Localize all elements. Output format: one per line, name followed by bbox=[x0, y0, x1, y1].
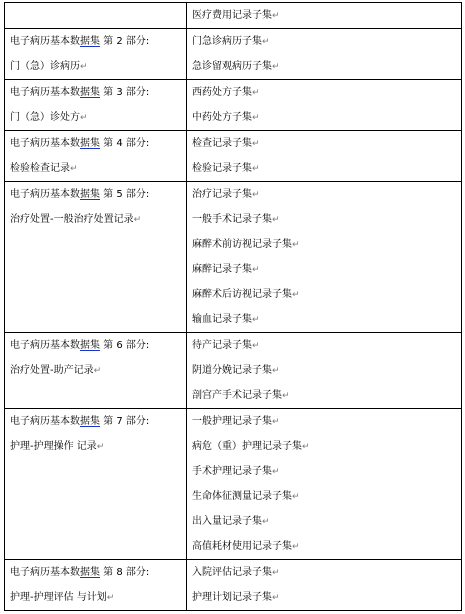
cell-text: 护理-护理评估 与计划 bbox=[10, 592, 107, 603]
subset-line bbox=[187, 105, 461, 130]
paragraph-mark-icon: ↵ bbox=[292, 542, 300, 552]
subset-name: 医疗费用记录子集 bbox=[192, 10, 272, 21]
subset-line bbox=[187, 282, 461, 307]
underlined-keyword: 据集 bbox=[80, 36, 100, 47]
underlined-keyword: 据集 bbox=[80, 138, 100, 149]
subset-line bbox=[187, 232, 461, 257]
cell-text: 检验检查记录 bbox=[10, 163, 70, 174]
cell-line bbox=[5, 54, 186, 79]
paragraph-mark-icon: ↵ bbox=[262, 37, 270, 47]
paragraph-mark-icon: ↵ bbox=[70, 164, 78, 174]
paragraph-mark-icon: ↵ bbox=[252, 265, 260, 275]
underlined-keyword: 据集 bbox=[80, 340, 100, 351]
cell-text: 第 2 部分: bbox=[100, 36, 150, 47]
table-row bbox=[5, 80, 462, 131]
paragraph-mark-icon: ↵ bbox=[282, 391, 290, 401]
cell-text: 第 7 部分: bbox=[100, 416, 150, 427]
subset-line bbox=[187, 585, 461, 610]
paragraph-mark-icon: ↵ bbox=[96, 442, 105, 452]
cell-line bbox=[5, 80, 186, 105]
standard-part-cell bbox=[5, 182, 187, 333]
subset-name: 手术护理记录子集 bbox=[192, 466, 272, 477]
subset-line bbox=[187, 54, 461, 79]
subset-name: 高值耗材使用记录子集 bbox=[192, 541, 292, 552]
subset-name: 生命体征测量记录子集 bbox=[192, 491, 292, 502]
paragraph-mark-icon: ↵ bbox=[272, 467, 280, 477]
subset-line bbox=[187, 182, 461, 207]
cell-line bbox=[5, 105, 186, 130]
paragraph-mark-icon: ↵ bbox=[262, 517, 270, 527]
cell-line bbox=[5, 29, 186, 54]
subset-line bbox=[187, 156, 461, 181]
cell-text: 电子病历基本数 bbox=[10, 340, 80, 351]
subset-line bbox=[187, 409, 461, 434]
cell-line bbox=[5, 434, 186, 459]
subset-line bbox=[187, 131, 461, 156]
subset-name: 护理计划记录子集 bbox=[192, 592, 272, 603]
subset-name: 中药处方子集 bbox=[192, 112, 252, 123]
subset-line bbox=[187, 333, 461, 358]
cell-text: 电子病历基本数 bbox=[10, 138, 80, 149]
table-body bbox=[5, 3, 462, 611]
subset-cell bbox=[187, 182, 462, 333]
subset-name: 一般护理记录子集 bbox=[192, 416, 272, 427]
table-row bbox=[5, 333, 462, 409]
paragraph-mark-icon: ↵ bbox=[272, 593, 280, 603]
cell-line bbox=[5, 409, 186, 434]
subset-cell bbox=[187, 560, 462, 611]
cell-text: 第 4 部分: bbox=[100, 138, 150, 149]
subset-cell bbox=[187, 409, 462, 560]
cell-line bbox=[5, 333, 186, 358]
cell-text: 电子病历基本数 bbox=[10, 87, 80, 98]
cell-line bbox=[5, 131, 186, 156]
subset-name: 入院评估记录子集 bbox=[192, 567, 272, 578]
subset-line bbox=[187, 358, 461, 383]
subset-name: 出入量记录子集 bbox=[192, 516, 262, 527]
subset-name: 门急诊病历子集 bbox=[192, 36, 262, 47]
subset-line bbox=[187, 509, 461, 534]
paragraph-mark-icon: ↵ bbox=[292, 240, 300, 250]
subset-line bbox=[187, 383, 461, 408]
standard-part-cell bbox=[5, 3, 187, 29]
subset-name: 阴道分娩记录子集 bbox=[192, 365, 272, 376]
table-row bbox=[5, 29, 462, 80]
subset-cell bbox=[187, 3, 462, 29]
paragraph-mark-icon: ↵ bbox=[80, 113, 88, 123]
standard-part-cell bbox=[5, 80, 187, 131]
paragraph-mark-icon: ↵ bbox=[252, 164, 260, 174]
cell-text: 治疗处置-助产记录 bbox=[10, 365, 94, 376]
subset-line bbox=[187, 207, 461, 232]
paragraph-mark-icon: ↵ bbox=[292, 492, 300, 502]
cell-line bbox=[5, 207, 186, 232]
paragraph-mark-icon: ↵ bbox=[272, 366, 280, 376]
cell-text: 第 6 部分: bbox=[100, 340, 150, 351]
subset-name: 治疗记录子集 bbox=[192, 189, 252, 200]
paragraph-mark-icon: ↵ bbox=[272, 417, 280, 427]
data-set-table bbox=[4, 2, 462, 610]
cell-text: 电子病历基本数 bbox=[10, 567, 80, 578]
subset-line bbox=[187, 560, 461, 585]
paragraph-mark-icon: ↵ bbox=[93, 366, 102, 376]
subset-line bbox=[187, 434, 461, 459]
subset-cell bbox=[187, 333, 462, 409]
subset-line bbox=[187, 534, 461, 559]
paragraph-mark-icon: ↵ bbox=[272, 568, 280, 578]
paragraph-mark-icon: ↵ bbox=[272, 11, 280, 21]
cell-text: 电子病历基本数 bbox=[10, 36, 80, 47]
subset-line bbox=[187, 484, 461, 509]
cell-text: 护理-护理操作 记录 bbox=[10, 441, 97, 452]
subset-line bbox=[187, 307, 461, 332]
paragraph-mark-icon: ↵ bbox=[292, 290, 300, 300]
standard-part-cell bbox=[5, 560, 187, 611]
paragraph-mark-icon: ↵ bbox=[302, 442, 310, 452]
subset-line bbox=[187, 257, 461, 282]
subset-cell bbox=[187, 80, 462, 131]
paragraph-mark-icon: ↵ bbox=[272, 215, 280, 225]
standard-part-cell bbox=[5, 131, 187, 182]
cell-line bbox=[5, 182, 186, 207]
subset-name: 检查记录子集 bbox=[192, 138, 252, 149]
standard-part-cell bbox=[5, 333, 187, 409]
underlined-keyword: 据集 bbox=[80, 87, 100, 98]
cell-text: 治疗处置-一般治疗处置记录 bbox=[10, 214, 134, 225]
cell-text: 电子病历基本数 bbox=[10, 416, 80, 427]
table-row bbox=[5, 182, 462, 333]
subset-name: 急诊留观病历子集 bbox=[192, 61, 272, 72]
paragraph-mark-icon: ↵ bbox=[106, 593, 115, 603]
paragraph-mark-icon: ↵ bbox=[133, 215, 142, 225]
cell-line bbox=[5, 585, 186, 610]
cell-text: 第 8 部分: bbox=[100, 567, 150, 578]
subset-cell bbox=[187, 131, 462, 182]
paragraph-mark-icon: ↵ bbox=[252, 341, 260, 351]
paragraph-mark-icon: ↵ bbox=[252, 88, 260, 98]
underlined-keyword: 据集 bbox=[80, 567, 100, 578]
cell-line bbox=[5, 156, 186, 181]
subset-name: 病危（重）护理记录子集 bbox=[192, 441, 302, 452]
cell-text: 第 3 部分: bbox=[100, 87, 150, 98]
subset-name: 检验记录子集 bbox=[192, 163, 252, 174]
table-row bbox=[5, 3, 462, 29]
subset-name: 剖宫产手术记录子集 bbox=[192, 390, 282, 401]
underlined-keyword: 据集 bbox=[80, 189, 100, 200]
subset-name: 麻醉记录子集 bbox=[192, 264, 252, 275]
subset-line bbox=[187, 29, 461, 54]
paragraph-mark-icon: ↵ bbox=[252, 190, 260, 200]
cell-text: 电子病历基本数 bbox=[10, 189, 80, 200]
underlined-keyword: 据集 bbox=[80, 416, 100, 427]
table-row bbox=[5, 131, 462, 182]
table-row bbox=[5, 560, 462, 611]
cell-text: 门（急）诊病历 bbox=[10, 61, 80, 72]
subset-name: 麻醉术前访视记录子集 bbox=[192, 239, 292, 250]
subset-name: 输血记录子集 bbox=[192, 314, 252, 325]
paragraph-mark-icon: ↵ bbox=[252, 315, 260, 325]
standard-part-cell bbox=[5, 409, 187, 560]
cell-text: 门（急）诊处方 bbox=[10, 112, 80, 123]
paragraph-mark-icon: ↵ bbox=[252, 113, 260, 123]
standard-part-cell bbox=[5, 29, 187, 80]
cell-line bbox=[5, 358, 186, 383]
subset-name: 一般手术记录子集 bbox=[192, 214, 272, 225]
subset-name: 西药处方子集 bbox=[192, 87, 252, 98]
cell-line bbox=[5, 560, 186, 585]
paragraph-mark-icon: ↵ bbox=[80, 62, 88, 72]
table-row bbox=[5, 409, 462, 560]
cell-text: 第 5 部分: bbox=[100, 189, 150, 200]
paragraph-mark-icon: ↵ bbox=[272, 62, 280, 72]
subset-name: 麻醉术后访视记录子集 bbox=[192, 289, 292, 300]
subset-cell bbox=[187, 29, 462, 80]
subset-line bbox=[187, 80, 461, 105]
subset-name: 待产记录子集 bbox=[192, 340, 252, 351]
subset-line bbox=[187, 459, 461, 484]
paragraph-mark-icon: ↵ bbox=[252, 139, 260, 149]
subset-line bbox=[187, 3, 461, 28]
